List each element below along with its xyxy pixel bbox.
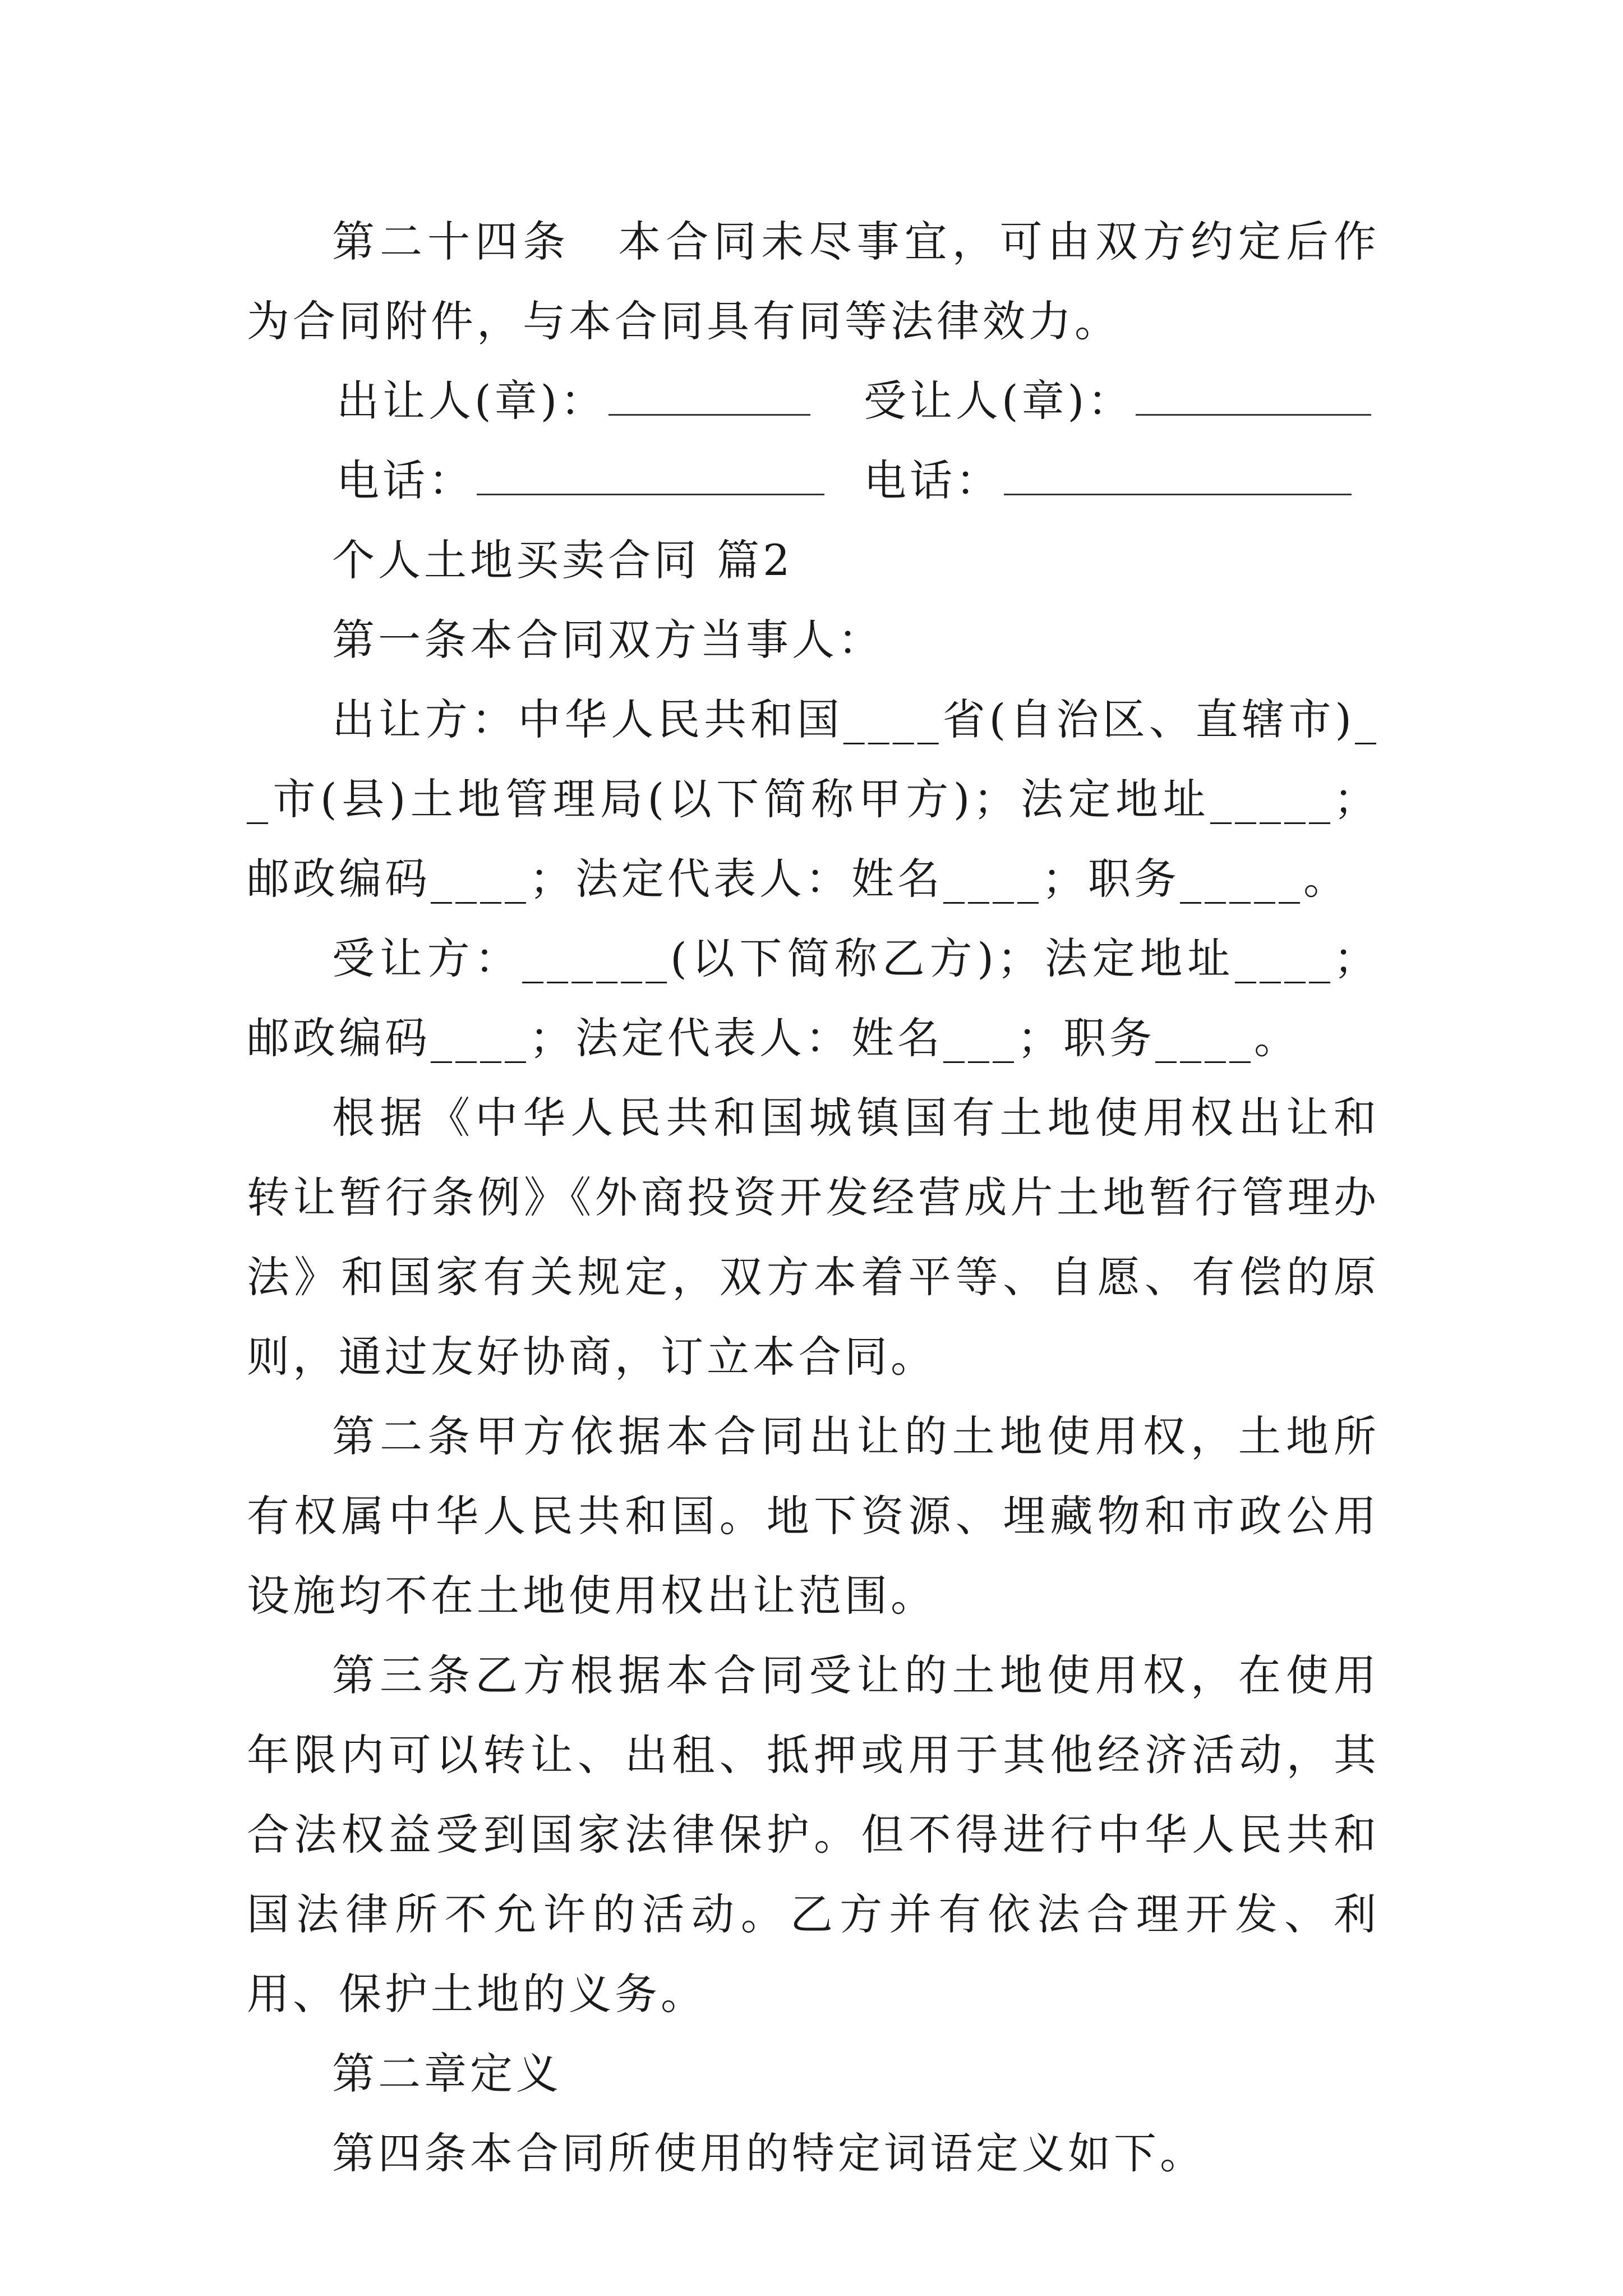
article-2: 第二条甲方依据本合同出让的土地使用权，土地所有权属中华人民共和国。地下资源、埋藏物和市政公用设施均不在土地使用权出让范围。	[247, 1411, 1380, 1621]
buyer-blank-line	[1136, 380, 1371, 416]
section-title: 个人土地买卖合同 篇2	[332, 535, 794, 585]
seller-signature	[336, 361, 810, 441]
seller-blank-line	[608, 380, 810, 416]
buyer-phone-label: 电话：	[864, 455, 1002, 505]
legal-basis: 根据《中华人民共和国城镇国有土地使用权出让和转让暂行条例》《外商投资开发经营成片土地暂行管理办法》和国家有关规定，双方本着平等、自愿、有偿的原则，通过友好协商，订立本合同。	[247, 1093, 1380, 1382]
seller-phone-line	[477, 460, 824, 495]
buyer-phone-line	[1004, 460, 1352, 495]
seller-phone	[336, 441, 824, 521]
chapter-2-title: 第二章定义	[332, 2049, 562, 2099]
seller-label: 出让人(章)：	[336, 376, 607, 426]
seller-phone-label: 电话：	[336, 455, 474, 505]
party-b: 受让方：______(以下简称乙方)；法定地址____；邮政编码____；法定代表人：姓名___；职务____。	[247, 933, 1380, 1063]
article-24: 第二十四条 本合同未尽事宜，可由双方约定后作为合同附件，与本合同具有同等法律效力。	[247, 217, 1380, 346]
buyer-signature	[864, 361, 1371, 441]
document-body	[247, 202, 1380, 2193]
article-1-title: 第一条本合同双方当事人：	[332, 615, 884, 665]
party-a: 出让方：中华人民共和国____省(自治区、直辖市)__市(县)土地管理局(以下简称甲方)；法定地址_____；邮政编码____；法定代表人：姓名____；职务_____。	[247, 694, 1380, 904]
buyer-phone	[864, 441, 1352, 521]
article-4: 第四条本合同所使用的特定词语定义如下。	[332, 2128, 1206, 2178]
phone-row	[247, 441, 1380, 521]
buyer-label: 受让人(章)：	[864, 376, 1134, 426]
signature-row	[247, 361, 1380, 441]
article-3: 第三条乙方根据本合同受让的土地使用权，在使用年限内可以转让、出租、抵押或用于其他经济活动，其合法权益受到国家法律保护。但不得进行中华人民共和国法律所不允许的活动。乙方并有依法合理开发、利用、保护土地的义务。	[247, 1650, 1380, 2019]
